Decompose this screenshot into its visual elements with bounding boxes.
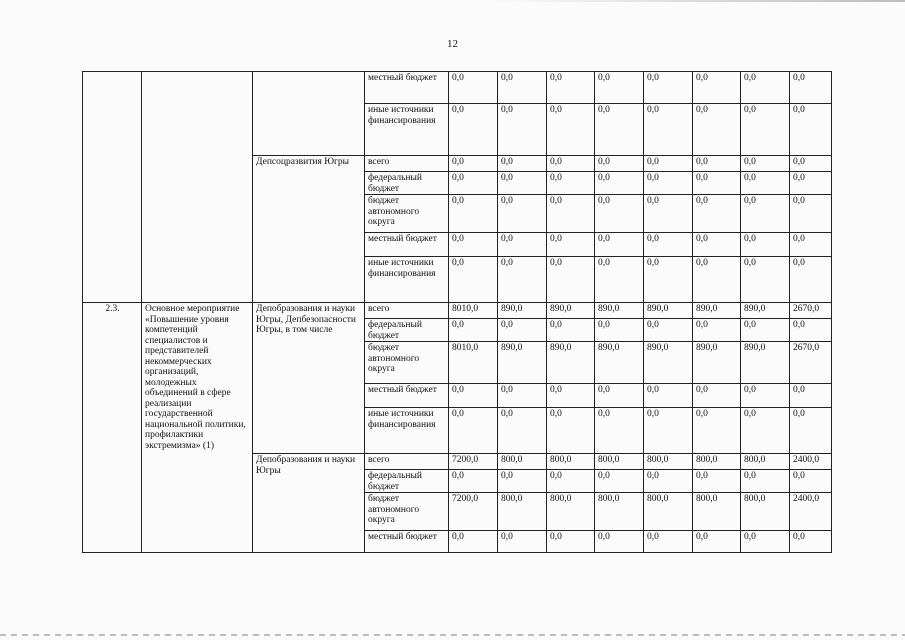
value-cell: 0,0 <box>547 72 595 104</box>
value-cell: 2400,0 <box>790 454 832 470</box>
funding-source-cell: иные источники финансирования <box>365 257 449 303</box>
item-number-cell: 2.3. <box>83 303 142 553</box>
value-cell: 0,0 <box>595 104 644 156</box>
value-cell: 0,0 <box>595 156 644 172</box>
value-cell: 0,0 <box>449 531 498 553</box>
value-cell: 0,0 <box>547 172 595 195</box>
value-cell: 2400,0 <box>790 493 832 531</box>
value-cell: 0,0 <box>644 531 693 553</box>
value-cell: 0,0 <box>693 233 741 257</box>
value-cell: 0,0 <box>547 104 595 156</box>
value-cell: 2670,0 <box>790 303 832 319</box>
value-cell: 0,0 <box>449 195 498 233</box>
number-cell-continued <box>83 72 142 303</box>
value-cell: 890,0 <box>595 342 644 384</box>
value-cell: 0,0 <box>693 257 741 303</box>
value-cell: 800,0 <box>547 454 595 470</box>
value-cell: 0,0 <box>790 156 832 172</box>
value-cell: 0,0 <box>693 408 741 454</box>
value-cell: 0,0 <box>644 172 693 195</box>
value-cell: 0,0 <box>741 72 790 104</box>
value-cell: 0,0 <box>498 531 547 553</box>
value-cell: 0,0 <box>693 531 741 553</box>
measure-name-cell: Основное мероприятие «Повышение уровня компетенций специалистов и представителей некоммерческих организаций, молодежных объединений в сфере реализации государственной национальной политики, профилактики экстремизма» (1) <box>142 303 253 553</box>
value-cell: 0,0 <box>498 233 547 257</box>
value-cell: 7200,0 <box>449 493 498 531</box>
value-cell: 0,0 <box>790 384 832 408</box>
page-number: 12 <box>447 38 458 50</box>
value-cell: 890,0 <box>498 303 547 319</box>
value-cell: 890,0 <box>498 342 547 384</box>
value-cell: 0,0 <box>790 319 832 342</box>
value-cell: 890,0 <box>547 303 595 319</box>
value-cell: 0,0 <box>644 104 693 156</box>
funding-source-cell: федеральный бюджет <box>365 319 449 342</box>
table-row <box>83 303 832 319</box>
value-cell: 0,0 <box>741 233 790 257</box>
table-body <box>83 72 832 553</box>
value-cell: 7200,0 <box>449 454 498 470</box>
value-cell: 0,0 <box>595 408 644 454</box>
value-cell: 800,0 <box>595 493 644 531</box>
value-cell: 0,0 <box>741 156 790 172</box>
value-cell: 0,0 <box>790 408 832 454</box>
value-cell: 0,0 <box>449 233 498 257</box>
value-cell: 0,0 <box>693 156 741 172</box>
funding-source-cell: федеральный бюджет <box>365 172 449 195</box>
value-cell: 0,0 <box>741 172 790 195</box>
value-cell: 0,0 <box>547 408 595 454</box>
funding-source-cell: всего <box>365 303 449 319</box>
value-cell: 890,0 <box>693 342 741 384</box>
value-cell: 890,0 <box>693 303 741 319</box>
value-cell: 0,0 <box>741 195 790 233</box>
value-cell: 0,0 <box>449 172 498 195</box>
value-cell: 0,0 <box>595 384 644 408</box>
value-cell: 2670,0 <box>790 342 832 384</box>
value-cell: 0,0 <box>741 319 790 342</box>
value-cell: 890,0 <box>595 303 644 319</box>
value-cell: 0,0 <box>790 72 832 104</box>
value-cell: 0,0 <box>498 470 547 493</box>
funding-source-cell: бюджет автономного округа <box>365 195 449 233</box>
value-cell: 0,0 <box>693 72 741 104</box>
value-cell: 0,0 <box>595 531 644 553</box>
value-cell: 0,0 <box>644 408 693 454</box>
value-cell: 800,0 <box>595 454 644 470</box>
funding-source-cell: бюджет автономного округа <box>365 493 449 531</box>
budget-table <box>82 71 832 553</box>
value-cell: 0,0 <box>449 408 498 454</box>
value-cell: 0,0 <box>449 470 498 493</box>
value-cell: 0,0 <box>595 233 644 257</box>
value-cell: 800,0 <box>693 454 741 470</box>
value-cell: 0,0 <box>741 408 790 454</box>
value-cell: 0,0 <box>595 257 644 303</box>
value-cell: 0,0 <box>644 257 693 303</box>
value-cell: 0,0 <box>547 470 595 493</box>
value-cell: 0,0 <box>547 156 595 172</box>
value-cell: 0,0 <box>790 233 832 257</box>
value-cell: 890,0 <box>547 342 595 384</box>
value-cell: 8010,0 <box>449 342 498 384</box>
value-cell: 890,0 <box>741 303 790 319</box>
value-cell: 0,0 <box>693 172 741 195</box>
value-cell: 800,0 <box>547 493 595 531</box>
value-cell: 0,0 <box>790 172 832 195</box>
value-cell: 0,0 <box>498 172 547 195</box>
value-cell: 0,0 <box>498 195 547 233</box>
value-cell: 800,0 <box>693 493 741 531</box>
scan-edge-top <box>485 0 905 2</box>
value-cell: 0,0 <box>693 470 741 493</box>
value-cell: 0,0 <box>693 384 741 408</box>
value-cell: 0,0 <box>790 104 832 156</box>
funding-source-cell: иные источники финансирования <box>365 408 449 454</box>
value-cell: 0,0 <box>644 470 693 493</box>
value-cell: 0,0 <box>644 319 693 342</box>
value-cell: 0,0 <box>595 319 644 342</box>
value-cell: 0,0 <box>741 531 790 553</box>
value-cell: 0,0 <box>741 470 790 493</box>
funding-source-cell: местный бюджет <box>365 531 449 553</box>
value-cell: 0,0 <box>547 384 595 408</box>
value-cell: 0,0 <box>644 156 693 172</box>
value-cell: 800,0 <box>741 454 790 470</box>
value-cell: 0,0 <box>693 319 741 342</box>
value-cell: 0,0 <box>741 384 790 408</box>
value-cell: 800,0 <box>644 493 693 531</box>
table-row <box>83 72 832 104</box>
value-cell: 0,0 <box>547 257 595 303</box>
value-cell: 800,0 <box>741 493 790 531</box>
value-cell: 0,0 <box>498 72 547 104</box>
value-cell: 0,0 <box>790 257 832 303</box>
value-cell: 800,0 <box>498 454 547 470</box>
executor-cell: Депобразования и науки Югры, Депбезопасности Югры, в том числе <box>253 303 365 454</box>
value-cell: 890,0 <box>644 342 693 384</box>
value-cell: 0,0 <box>595 195 644 233</box>
value-cell: 0,0 <box>498 156 547 172</box>
value-cell: 0,0 <box>498 384 547 408</box>
measure-name-cell-continued <box>142 72 253 303</box>
value-cell: 0,0 <box>498 104 547 156</box>
executor-cell: Депобразования и науки Югры <box>253 454 365 553</box>
funding-source-cell: всего <box>365 454 449 470</box>
funding-source-cell: местный бюджет <box>365 233 449 257</box>
value-cell: 8010,0 <box>449 303 498 319</box>
value-cell: 0,0 <box>595 172 644 195</box>
value-cell: 0,0 <box>595 470 644 493</box>
value-cell: 800,0 <box>644 454 693 470</box>
value-cell: 0,0 <box>547 319 595 342</box>
value-cell: 0,0 <box>498 408 547 454</box>
value-cell: 0,0 <box>741 257 790 303</box>
value-cell: 0,0 <box>595 72 644 104</box>
value-cell: 0,0 <box>449 104 498 156</box>
value-cell: 0,0 <box>644 195 693 233</box>
value-cell: 0,0 <box>790 195 832 233</box>
value-cell: 0,0 <box>498 257 547 303</box>
scan-edge-bottom <box>0 634 905 636</box>
value-cell: 0,0 <box>449 156 498 172</box>
value-cell: 0,0 <box>693 195 741 233</box>
value-cell: 0,0 <box>693 104 741 156</box>
executor-cell-continued <box>253 72 365 156</box>
value-cell: 0,0 <box>449 319 498 342</box>
value-cell: 0,0 <box>449 384 498 408</box>
value-cell: 0,0 <box>449 72 498 104</box>
value-cell: 0,0 <box>790 531 832 553</box>
value-cell: 0,0 <box>449 257 498 303</box>
value-cell: 0,0 <box>741 104 790 156</box>
value-cell: 0,0 <box>790 470 832 493</box>
value-cell: 0,0 <box>644 233 693 257</box>
value-cell: 0,0 <box>547 531 595 553</box>
value-cell: 0,0 <box>498 319 547 342</box>
funding-source-cell: местный бюджет <box>365 384 449 408</box>
value-cell: 890,0 <box>741 342 790 384</box>
executor-cell: Депсоцразвития Югры <box>253 156 365 303</box>
funding-source-cell: бюджет автономного округа <box>365 342 449 384</box>
funding-source-cell: федеральный бюджет <box>365 470 449 493</box>
value-cell: 0,0 <box>547 195 595 233</box>
funding-source-cell: местный бюджет <box>365 72 449 104</box>
value-cell: 0,0 <box>547 233 595 257</box>
value-cell: 890,0 <box>644 303 693 319</box>
value-cell: 800,0 <box>498 493 547 531</box>
funding-source-cell: иные источники финансирования <box>365 104 449 156</box>
value-cell: 0,0 <box>644 72 693 104</box>
value-cell: 0,0 <box>644 384 693 408</box>
funding-source-cell: всего <box>365 156 449 172</box>
